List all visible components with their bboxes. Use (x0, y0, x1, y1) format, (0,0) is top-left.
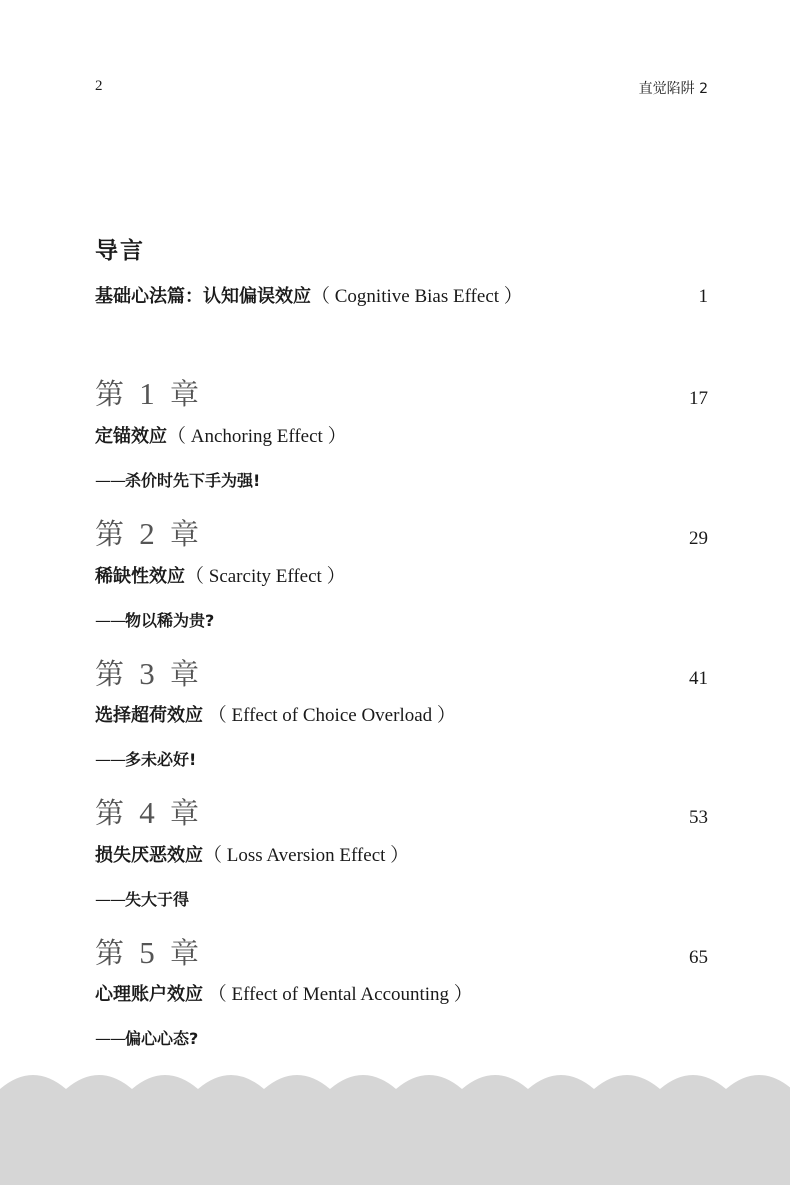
page-number: 2 (95, 78, 103, 94)
chapter-4-dash: —— (95, 890, 125, 909)
chapter-2-prefix: 第 (95, 519, 129, 551)
chapter-4-subtitle (95, 887, 189, 910)
chapter-4-head-row[interactable] (95, 791, 708, 832)
chapter-3-page: 41 (689, 668, 708, 689)
chapter-4-page: 53 (689, 807, 708, 828)
intro-heading: 导言 (95, 238, 145, 264)
chapter-1-title-cn: 定锚效应 (95, 426, 167, 447)
chapter-4-title-row[interactable] (95, 840, 708, 867)
chapter-2-title (95, 561, 346, 588)
intro-title-cn: 基础心法篇：认知偏误效应 (95, 286, 311, 307)
chapter-1-suffix: 章 (170, 379, 204, 411)
chapter-2-title-row[interactable] (95, 561, 708, 588)
chapter-1-title (95, 421, 347, 448)
chapter-3-subtitle (95, 747, 196, 770)
intro-title-en: （ Cognitive Bias Effect ） (311, 286, 523, 307)
chapter-1-page: 17 (689, 388, 708, 409)
chapter-3-subtitle-text: 多未必好! (125, 750, 197, 769)
chapter-5-title-cn: 心理账户效应 (95, 984, 203, 1005)
chapter-5-title-row[interactable] (95, 979, 708, 1006)
chapter-2-title-en: （ Scarcity Effect ） (185, 566, 346, 587)
chapter-3-title-row[interactable] (95, 700, 708, 727)
chapter-5-label (95, 931, 203, 972)
chapter-5-prefix: 第 (95, 938, 129, 970)
chapter-4-subtitle-text: 失大于得 (125, 890, 190, 909)
chapter-4-number: 4 (139, 795, 159, 830)
chapter-1-number: 1 (139, 376, 159, 411)
chapter-3-suffix: 章 (170, 659, 204, 691)
intro-page: 1 (698, 286, 708, 307)
chapter-2-page: 29 (689, 528, 708, 549)
running-header-title: 直觉陷阱 2 (638, 81, 708, 97)
chapter-3-title-en: （ Effect of Choice Overload ） (203, 705, 456, 726)
wave-shape (0, 1075, 790, 1185)
chapter-5-page: 65 (689, 947, 708, 968)
chapter-3-dash: —— (95, 750, 125, 769)
chapter-3-number: 3 (139, 656, 159, 691)
chapter-4-label (95, 791, 203, 832)
chapter-5-title-en: （ Effect of Mental Accounting ） (203, 984, 473, 1005)
chapter-5-dash: —— (95, 1029, 125, 1048)
chapter-2-suffix: 章 (170, 519, 204, 551)
chapter-5-head-row[interactable] (95, 931, 708, 972)
chapter-1-title-row[interactable] (95, 421, 708, 448)
chapter-3-prefix: 第 (95, 659, 129, 691)
chapter-1-subtitle (95, 468, 260, 491)
chapter-4-title (95, 840, 409, 867)
chapter-2-subtitle-text: 物以稀为贵? (125, 611, 215, 630)
chapter-1-label (95, 372, 203, 413)
chapter-2-label (95, 512, 203, 553)
chapter-2-number: 2 (139, 516, 159, 551)
chapter-2-title-cn: 稀缺性效应 (95, 566, 185, 587)
toc-entry-intro[interactable] (95, 281, 708, 308)
chapter-5-subtitle-text: 偏心心态? (125, 1029, 199, 1048)
chapter-3-head-row[interactable] (95, 652, 708, 693)
chapter-5-subtitle (95, 1026, 198, 1049)
chapter-5-suffix: 章 (170, 938, 204, 970)
chapter-3-title (95, 700, 456, 727)
chapter-2-subtitle (95, 608, 214, 631)
chapter-1-head-row[interactable] (95, 372, 708, 413)
chapter-2-head-row[interactable] (95, 512, 708, 553)
chapter-4-prefix: 第 (95, 798, 129, 830)
chapter-5-number: 5 (139, 935, 159, 970)
decorative-wave-footer (0, 1055, 790, 1185)
chapter-1-prefix: 第 (95, 379, 129, 411)
chapter-3-label (95, 652, 203, 693)
intro-title (95, 281, 523, 308)
chapter-4-title-cn: 损失厌恶效应 (95, 845, 203, 866)
chapter-1-dash: —— (95, 471, 125, 490)
chapter-3-title-cn: 选择超荷效应 (95, 705, 203, 726)
chapter-2-dash: —— (95, 611, 125, 630)
chapter-1-title-en: （ Anchoring Effect ） (167, 426, 347, 447)
chapter-4-suffix: 章 (170, 798, 204, 830)
chapter-5-title (95, 979, 473, 1006)
chapter-1-subtitle-text: 杀价时先下手为强! (125, 471, 261, 490)
chapter-4-title-en: （ Loss Aversion Effect ） (203, 845, 410, 866)
